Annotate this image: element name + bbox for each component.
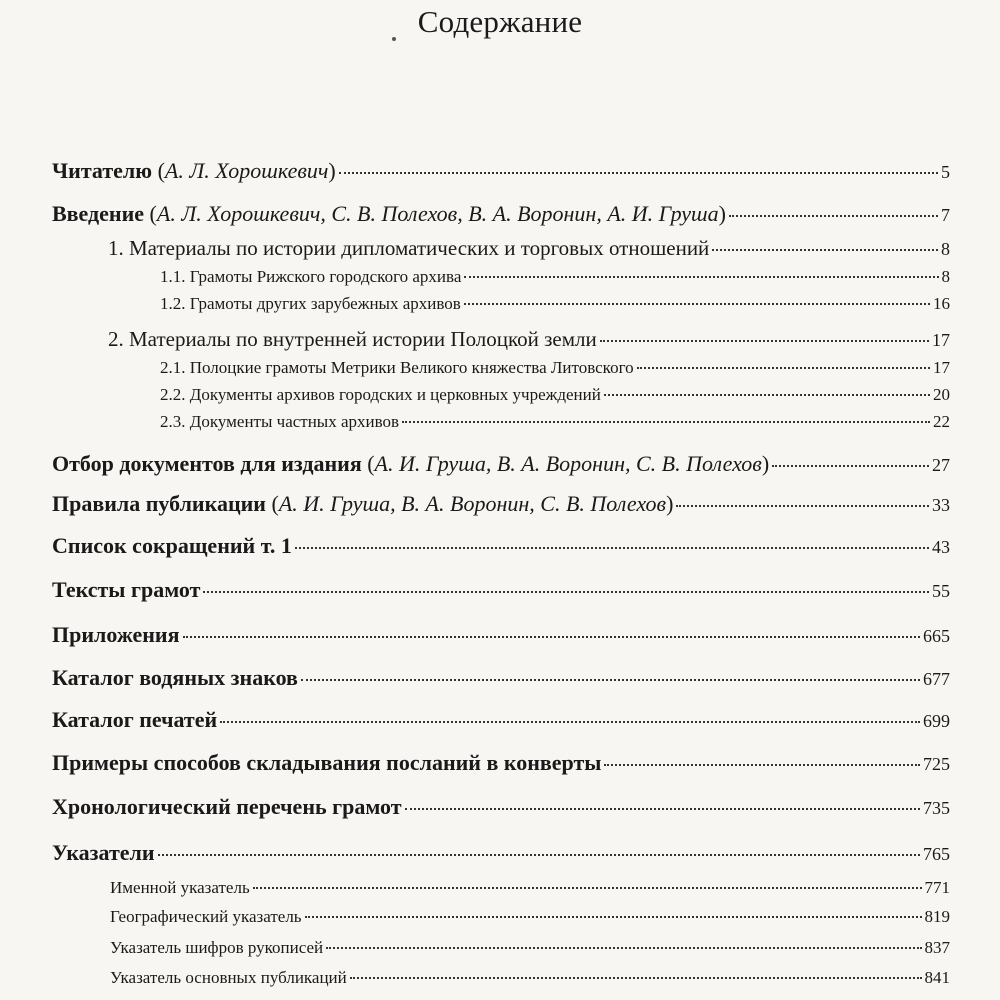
toc-page-number: 17 [932, 330, 950, 350]
dot-leader [637, 367, 930, 369]
toc-page-number: 735 [923, 798, 950, 818]
toc-entry-title: Именной указатель [110, 878, 250, 897]
toc-entry-section-2-2[interactable] [160, 385, 950, 405]
toc-page-number: 20 [933, 385, 950, 404]
toc-entry-title: 1.2. Грамоты других зарубежных архивов [160, 294, 461, 313]
dot-leader [604, 764, 920, 766]
toc-page-number: 819 [924, 907, 950, 926]
toc-page-number: 841 [924, 968, 950, 987]
toc-entry-geographic-index[interactable] [110, 907, 950, 927]
toc-entry-name-index[interactable] [110, 878, 950, 898]
toc-entry-selection[interactable] [52, 451, 950, 477]
toc-entry-title: Примеры способов складывания посланий в конверты [52, 750, 602, 775]
dot-leader [729, 215, 938, 217]
toc-entry-title: Введение (А. Л. Хорошкевич, С. В. Полехов, В. А. Воронин, А. И. Груша) [52, 201, 726, 226]
toc-page-number: 699 [923, 711, 950, 731]
dot-leader [295, 547, 929, 549]
toc-entry-manuscript-index[interactable] [110, 938, 950, 958]
toc-page-number: 677 [923, 669, 950, 689]
dot-leader [203, 591, 929, 593]
toc-page-number: 5 [941, 162, 950, 182]
toc-entry-title: Список сокращений т. 1 [52, 533, 292, 558]
toc-entry-title: Тексты грамот [52, 577, 201, 602]
toc-entry-title: Каталог водяных знаков [52, 665, 298, 690]
dot-leader [326, 947, 921, 949]
toc-entry-title: Хронологический перечень грамот [52, 794, 402, 819]
toc-entry-indexes[interactable] [52, 840, 950, 866]
dot-leader [402, 421, 930, 423]
dot-leader [604, 394, 930, 396]
toc-entry-folding-examples[interactable] [52, 750, 950, 776]
toc-entry-title: Указатель шифров рукописей [110, 938, 324, 957]
toc-page-number: 725 [923, 754, 950, 774]
dot-leader [183, 636, 921, 638]
toc-entry-watermarks[interactable] [52, 665, 950, 691]
dot-leader [253, 887, 922, 889]
toc-entry-title: Отбор документов для издания (А. И. Груша, В. А. Воронин, С. В. Полехов) [52, 451, 770, 476]
toc-entry-reader[interactable] [52, 158, 950, 184]
toc-entry-title: 2.1. Полоцкие грамоты Метрики Великого княжества Литовского [160, 358, 634, 377]
toc-entry-title: Каталог печатей [52, 707, 218, 732]
dot-leader [464, 276, 938, 278]
dot-leader [220, 721, 920, 723]
toc-page-number: 33 [932, 495, 950, 515]
toc-entry-introduction[interactable] [52, 201, 950, 227]
toc-entry-publication-rules[interactable] [52, 491, 950, 517]
toc-entry-texts[interactable] [52, 577, 950, 603]
toc-entry-title: 1.1. Грамоты Рижского городского архива [160, 267, 462, 286]
dot-leader [676, 505, 929, 507]
toc-entry-section-2-1[interactable] [160, 358, 950, 378]
toc-page-number: 7 [941, 205, 950, 225]
toc-page-number: 16 [933, 294, 950, 313]
toc-page-number: 771 [924, 878, 950, 897]
toc-entry-title: Приложения [52, 622, 180, 647]
toc-entry-title: Читателю (А. Л. Хорошкевич) [52, 158, 336, 183]
toc-page-number: 837 [924, 938, 950, 957]
toc-page-number: 27 [932, 455, 950, 475]
scan-speck [392, 37, 396, 41]
dot-leader [301, 679, 920, 681]
toc-entry-title: 2.3. Документы частных архивов [160, 412, 400, 431]
dot-leader [712, 249, 938, 251]
dot-leader [405, 808, 920, 810]
toc-page-number: 22 [933, 412, 950, 431]
toc-entry-appendices[interactable] [52, 622, 950, 648]
toc-entry-publications-index[interactable] [110, 968, 950, 988]
page-title: Содержание [417, 4, 583, 39]
toc-entry-abbreviations[interactable] [52, 533, 950, 559]
toc-entry-section-1-2[interactable] [160, 294, 950, 314]
toc-entry-title: 1. Материалы по истории дипломатических и торговых отношений [108, 236, 710, 260]
dot-leader [600, 340, 929, 342]
dot-leader [305, 916, 922, 918]
toc-entry-chronology[interactable] [52, 794, 950, 820]
dot-leader [464, 303, 930, 305]
dot-leader [772, 465, 929, 467]
toc-entry-section-2-3[interactable] [160, 412, 950, 432]
toc-entry-section-1-1[interactable] [160, 267, 950, 287]
toc-page-number: 43 [932, 537, 950, 557]
toc-page-number: 17 [933, 358, 950, 377]
toc-page-number: 8 [941, 267, 950, 286]
toc-page-number: 55 [932, 581, 950, 601]
toc-entry-section-1[interactable] [108, 236, 950, 261]
toc-page-number: 665 [923, 626, 950, 646]
toc-entry-title: Географический указатель [110, 907, 302, 926]
dot-leader [339, 172, 938, 174]
toc-entry-title: Правила публикации (А. И. Груша, В. А. Воронин, С. В. Полехов) [52, 491, 674, 516]
toc-entry-seals[interactable] [52, 707, 950, 733]
toc-page-number: 8 [941, 239, 950, 259]
dot-leader [158, 854, 920, 856]
toc-entry-title: 2.2. Документы архивов городских и церковных учреждений [160, 385, 601, 404]
toc-entry-title: Указатель основных публикаций [110, 968, 347, 987]
dot-leader [350, 977, 922, 979]
toc-page-number: 765 [923, 844, 950, 864]
toc-entry-section-2[interactable] [108, 327, 950, 352]
toc-entry-title: Указатели [52, 840, 155, 865]
toc-entry-title: 2. Материалы по внутренней истории Полоцкой земли [108, 327, 597, 351]
